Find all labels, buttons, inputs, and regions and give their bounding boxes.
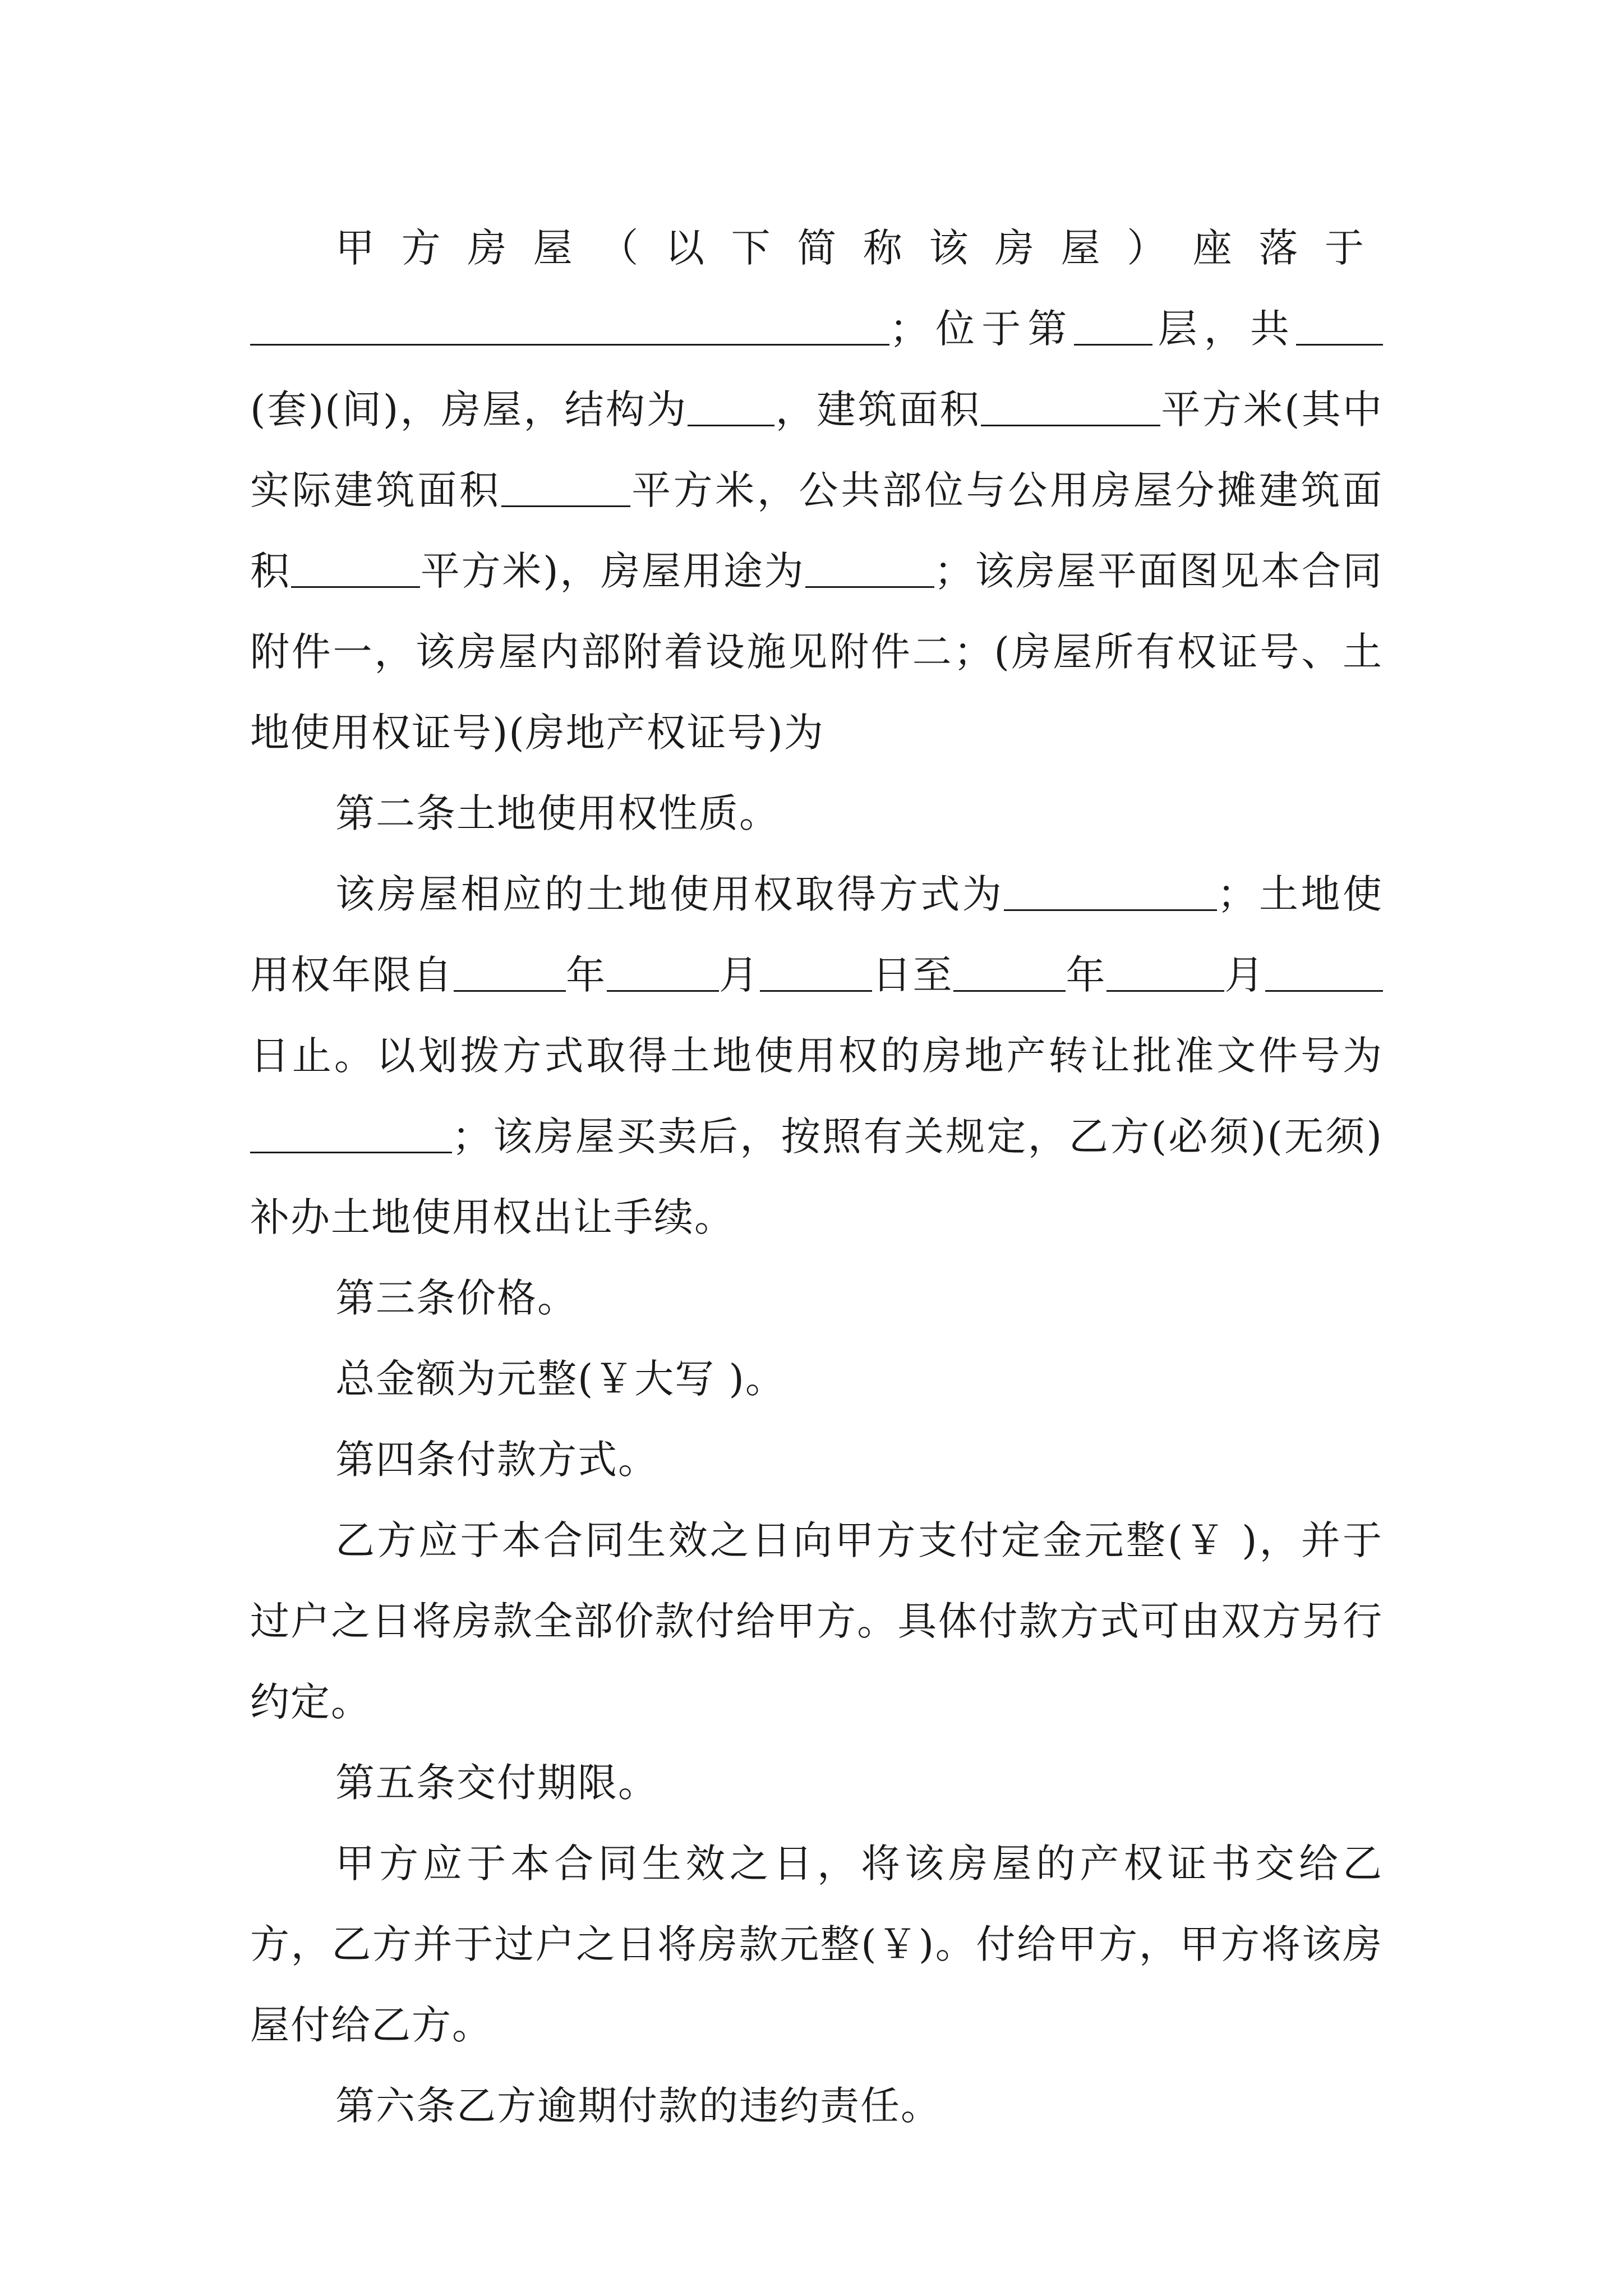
clause-2-title: 第二条土地使用权性质。: [335, 790, 780, 836]
clause-2-text: 日至: [872, 952, 953, 998]
clause-2-text: 年: [1066, 952, 1106, 998]
blank-start-day: [760, 951, 872, 992]
clause-3-title: 第三条价格。: [335, 1275, 578, 1321]
blank-end-day: [1265, 951, 1383, 992]
blank-floor: [1074, 305, 1152, 346]
clause-2-text: 该房屋相应的土地使用权取得方式为: [335, 871, 1004, 917]
clause-1-heading: 甲方房屋（以下简称该房屋）座落于: [335, 225, 1383, 271]
blank-building-area: [981, 385, 1160, 426]
blank-shared-area: [291, 547, 420, 588]
blank-structure: [688, 385, 774, 426]
blank-end-month: [1106, 951, 1224, 992]
blank-approval-number: [250, 1112, 452, 1153]
clause-5-title: 第五条交付期限。: [335, 1760, 658, 1806]
blank-acquisition-method: [1004, 870, 1217, 911]
contract-body: [250, 208, 1383, 2146]
clause-2-text: 月: [718, 952, 760, 998]
clause-1-text: 平方米(其中实际建筑面积: [250, 386, 1383, 513]
clause-1-text: 平方米，公共部位与公用房屋分摊建筑面积: [250, 467, 1383, 594]
blank-usage: [805, 547, 934, 588]
clause-1-text: 层，共: [1152, 306, 1296, 352]
blank-actual-area: [501, 466, 630, 507]
clause-2-text: 月: [1224, 952, 1265, 998]
blank-start-year: [454, 951, 566, 992]
blank-location: [250, 305, 889, 346]
clause-2-text: ；土地使用权年限自: [250, 871, 1384, 998]
clause-3-body: 总金额为元整(￥大写 )。: [335, 1356, 786, 1402]
clause-1-text: ；位于第: [889, 306, 1074, 352]
clause-2-text: 年: [565, 952, 607, 998]
clause-1-text: (套)(间)，房屋，结构为: [250, 386, 688, 432]
clause-1-paragraph: [250, 208, 1383, 773]
clause-2-text: 日止。以划拨方式取得土地使用权的房地产转让批准文件号为: [250, 1033, 1383, 1079]
clause-1-text: ；该房屋平面图见本合同附件一，该房屋内部附着设施见附件二；(房屋所有权证号、土地使用权证号)(房地产权证号)为: [250, 548, 1384, 756]
clause-1-text: 平方米)，房屋用途为: [419, 548, 805, 594]
clause-5-body: 甲方应于本合同生效之日，将该房屋的产权证书交给乙方，乙方并于过户之日将房款元整(￥)。付给甲方，甲方将该房屋付给乙方。: [250, 1841, 1383, 2048]
clause-6-title: 第六条乙方逾期付款的违约责任。: [335, 2083, 941, 2129]
clause-2-paragraph: [250, 854, 1383, 1258]
clause-4-title: 第四条付款方式。: [335, 1437, 658, 1483]
clause-1-text: ，建筑面积: [774, 386, 981, 432]
blank-units: [1296, 305, 1383, 346]
clause-4-body: 乙方应于本合同生效之日向甲方支付定金元整(￥ )，并于过户之日将房款全部价款付给甲方。具体付款方式可由双方另行约定。: [250, 1517, 1383, 1725]
clause-2-text: ；该房屋买卖后，按照有关规定，乙方(必须)(无须)补办土地使用权出让手续。: [250, 1114, 1383, 1240]
blank-start-month: [607, 951, 719, 992]
blank-end-year: [953, 951, 1066, 992]
